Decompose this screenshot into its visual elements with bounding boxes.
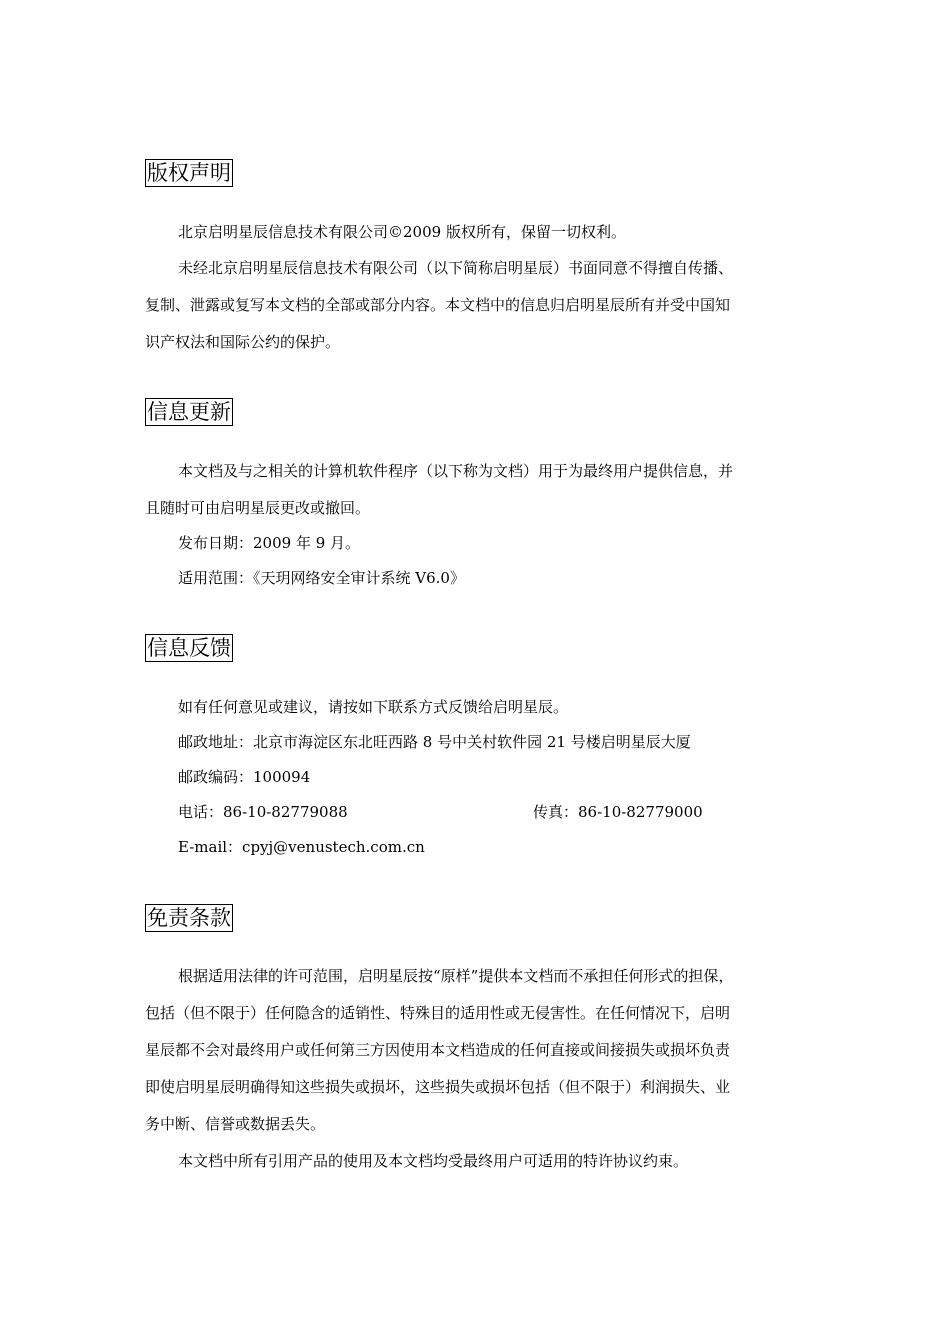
release-date: 发布日期：2009 年 9 月。 [178, 534, 361, 552]
copyright-line-4: 识产权法和国际公约的保护。 [145, 333, 341, 351]
copyright-line-1: 北京启明星辰信息技术有限公司©2009 版权所有，保留一切权利。 [178, 223, 626, 241]
fax-number: 传真：86-10-82779000 [533, 803, 703, 821]
postal-address: 邮政地址：北京市海淀区东北旺西路 8 号中关村软件园 21 号楼启明星辰大厦 [178, 733, 691, 751]
section-heading-update: 信息更新 [147, 400, 231, 424]
update-line-1: 本文档及与之相关的计算机软件程序（以下称为文档）用于为最终用户提供信息，并 [178, 462, 734, 480]
postal-code: 邮政编码：100094 [178, 768, 311, 786]
copyright-line-2: 未经北京启明星辰信息技术有限公司（以下简称启明星辰）书面同意不得擅自传播、 [178, 259, 734, 277]
email-address: E-mail：cpyj@venustech.com.cn [178, 838, 425, 856]
disclaimer-line-5: 务中断、信誉或数据丢失。 [145, 1115, 326, 1133]
section-heading-feedback: 信息反馈 [147, 636, 231, 660]
phone-number: 电话：86-10-82779088 [178, 803, 348, 821]
feedback-intro: 如有任何意见或建议，请按如下联系方式反馈给启明星辰。 [178, 698, 569, 716]
disclaimer-line-1: 根据适用法律的许可范围，启明星辰按“原样”提供本文档而不承担任何形式的担保， [178, 967, 734, 985]
copyright-line-3: 复制、泄露或复写本文档的全部或部分内容。本文档中的信息归启明星辰所有并受中国知 [145, 296, 731, 314]
update-line-2: 且随时可由启明星辰更改或撤回。 [145, 499, 371, 517]
disclaimer-line-2: 包括（但不限于）任何隐含的适销性、特殊目的适用性或无侵害性。在任何情况下，启明 [145, 1004, 731, 1022]
applicable-scope: 适用范围：《天玥网络安全审计系统 V6.0》 [178, 569, 465, 587]
section-heading-copyright: 版权声明 [147, 161, 231, 185]
section-heading-disclaimer: 免责条款 [147, 906, 231, 930]
disclaimer-line-6: 本文档中所有引用产品的使用及本文档均受最终用户可适用的特许协议约束。 [178, 1152, 689, 1170]
disclaimer-line-3: 星辰都不会对最终用户或任何第三方因使用本文档造成的任何直接或间接损失或损坏负责 [145, 1041, 731, 1059]
disclaimer-line-4: 即使启明星辰明确得知这些损失或损坏，这些损失或损坏包括（但不限于）利润损失、业 [145, 1078, 731, 1096]
